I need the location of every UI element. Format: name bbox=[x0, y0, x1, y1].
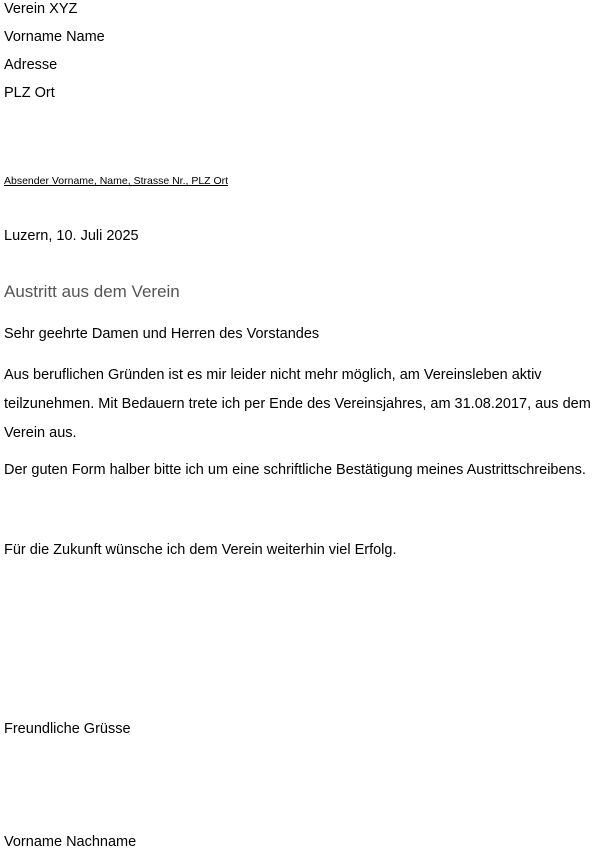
body-paragraph-1-line-3: Verein aus. bbox=[4, 425, 77, 441]
recipient-name: Vorname Name bbox=[4, 29, 105, 45]
subject-heading: Austritt aus dem Verein bbox=[4, 282, 180, 301]
body-paragraph-1-line-2: teilzunehmen. Mit Bedauern trete ich per Ende des Vereinsjahres, am 31.08.2017, aus dem bbox=[4, 396, 591, 412]
salutation: Sehr geehrte Damen und Herren des Vorstandes bbox=[4, 326, 320, 342]
body-paragraph-3: Für die Zukunft wünsche ich dem Verein weiterhin viel Erfolg. bbox=[4, 542, 397, 558]
sender-line: Absender Vorname, Name, Strasse Nr., PLZ Ort bbox=[4, 175, 229, 187]
recipient-org: Verein XYZ bbox=[4, 1, 78, 17]
date-line: Luzern, 10. Juli 2025 bbox=[4, 228, 139, 244]
body-paragraph-2: Der guten Form halber bitte ich um eine schriftliche Bestätigung meines Austrittschreibens. bbox=[4, 462, 586, 478]
recipient-address: Adresse bbox=[4, 57, 58, 73]
recipient-city: PLZ Ort bbox=[4, 85, 55, 101]
closing: Freundliche Grüsse bbox=[4, 721, 131, 737]
body-paragraph-1-line-1: Aus beruflichen Gründen ist es mir leider nicht mehr möglich, am Vereinsleben aktiv bbox=[4, 367, 542, 383]
signature-name: Vorname Nachname bbox=[4, 834, 137, 850]
